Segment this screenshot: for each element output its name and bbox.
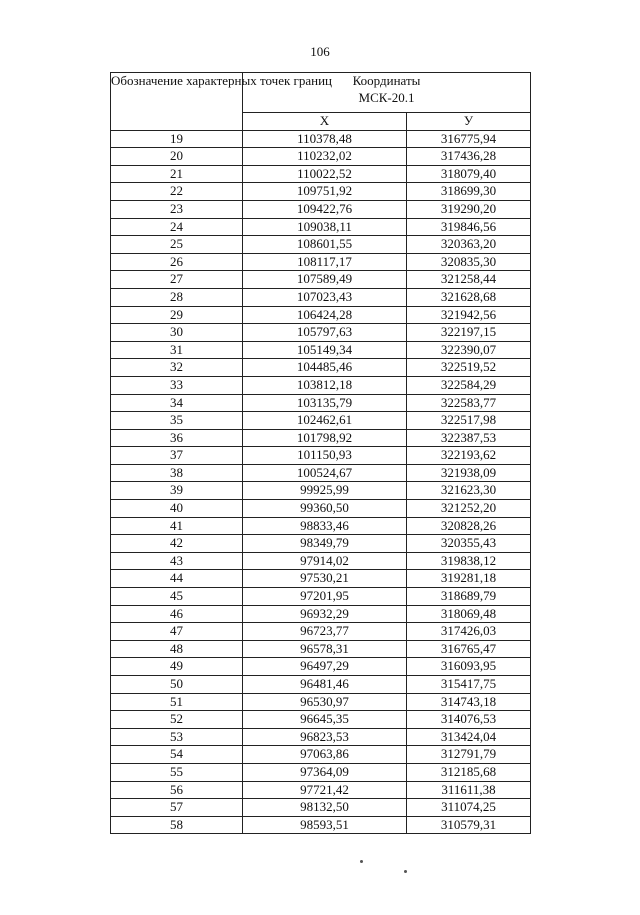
x-coordinate-cell: 100524,67	[243, 464, 407, 482]
x-coordinate-cell: 99925,99	[243, 482, 407, 500]
table-row	[111, 711, 531, 729]
point-number-cell: 33	[111, 376, 243, 394]
point-number-cell: 28	[111, 288, 243, 306]
table-row	[111, 236, 531, 254]
x-coordinate-cell: 98349,79	[243, 535, 407, 553]
y-coordinate-cell: 316093,95	[407, 658, 531, 676]
table-row	[111, 271, 531, 289]
table-row	[111, 183, 531, 201]
table-row	[111, 464, 531, 482]
scan-speck	[360, 860, 363, 863]
point-number-cell: 45	[111, 588, 243, 606]
point-number-cell: 24	[111, 218, 243, 236]
table-row	[111, 482, 531, 500]
x-coordinate-cell: 97063,86	[243, 746, 407, 764]
y-coordinate-cell: 311074,25	[407, 799, 531, 817]
table-row	[111, 447, 531, 465]
x-coordinate-cell: 96823,53	[243, 728, 407, 746]
table-row	[111, 781, 531, 799]
table-row	[111, 640, 531, 658]
y-coordinate-cell: 318689,79	[407, 588, 531, 606]
table-row	[111, 570, 531, 588]
y-coordinate-cell: 322387,53	[407, 429, 531, 447]
point-number-cell: 42	[111, 535, 243, 553]
y-coordinate-cell: 322390,07	[407, 341, 531, 359]
point-number-cell: 57	[111, 799, 243, 817]
x-coordinate-cell: 105149,34	[243, 341, 407, 359]
x-coordinate-cell: 98593,51	[243, 816, 407, 834]
x-coordinate-cell: 110232,02	[243, 148, 407, 166]
y-coordinate-cell: 321258,44	[407, 271, 531, 289]
y-coordinate-cell: 313424,04	[407, 728, 531, 746]
y-coordinate-cell: 314743,18	[407, 693, 531, 711]
point-number-cell: 47	[111, 623, 243, 641]
x-coordinate-cell: 108117,17	[243, 253, 407, 271]
table-row	[111, 253, 531, 271]
x-coordinate-cell: 104485,46	[243, 359, 407, 377]
y-coordinate-cell: 317426,03	[407, 623, 531, 641]
coordinates-table	[110, 72, 531, 834]
x-coordinate-cell: 101798,92	[243, 429, 407, 447]
x-coordinate-cell: 103812,18	[243, 376, 407, 394]
point-number-cell: 22	[111, 183, 243, 201]
page-number: 106	[310, 44, 330, 59]
point-number-cell: 53	[111, 728, 243, 746]
y-coordinate-cell: 320835,30	[407, 253, 531, 271]
y-coordinate-cell: 314076,53	[407, 711, 531, 729]
point-number-cell: 19	[111, 130, 243, 148]
table-row	[111, 218, 531, 236]
y-coordinate-cell: 316765,47	[407, 640, 531, 658]
point-number-cell: 56	[111, 781, 243, 799]
x-coordinate-cell: 103135,79	[243, 394, 407, 412]
table-row	[111, 763, 531, 781]
y-coordinate-cell: 322193,62	[407, 447, 531, 465]
table-row	[111, 552, 531, 570]
coords-label: Координаты	[352, 73, 421, 88]
y-coordinate-cell: 322584,29	[407, 376, 531, 394]
x-coordinate-cell: 97530,21	[243, 570, 407, 588]
y-coordinate-cell: 321628,68	[407, 288, 531, 306]
point-number-cell: 49	[111, 658, 243, 676]
y-coordinate-cell: 321938,09	[407, 464, 531, 482]
table-row	[111, 306, 531, 324]
x-coordinate-cell: 96497,29	[243, 658, 407, 676]
point-number-cell: 32	[111, 359, 243, 377]
table-row	[111, 148, 531, 166]
x-coordinate-cell: 107023,43	[243, 288, 407, 306]
y-coordinate-cell: 322519,52	[407, 359, 531, 377]
point-number-cell: 23	[111, 200, 243, 218]
point-number-cell: 44	[111, 570, 243, 588]
x-coordinate-cell: 96481,46	[243, 676, 407, 694]
scan-speck	[404, 870, 407, 873]
point-number-cell: 36	[111, 429, 243, 447]
x-coordinate-cell: 96578,31	[243, 640, 407, 658]
x-coordinate-cell: 105797,63	[243, 324, 407, 342]
point-number-cell: 40	[111, 500, 243, 518]
x-coordinate-cell: 108601,55	[243, 236, 407, 254]
y-coordinate-cell: 319838,12	[407, 552, 531, 570]
table-row	[111, 165, 531, 183]
table-row	[111, 130, 531, 148]
table-row	[111, 429, 531, 447]
point-number-cell: 25	[111, 236, 243, 254]
table-row	[111, 728, 531, 746]
table-row	[111, 376, 531, 394]
y-coordinate-cell: 315417,75	[407, 676, 531, 694]
table-row	[111, 816, 531, 834]
table-row	[111, 412, 531, 430]
point-number-cell: 51	[111, 693, 243, 711]
point-number-cell: 26	[111, 253, 243, 271]
table-row	[111, 500, 531, 518]
y-coordinate-cell: 316775,94	[407, 130, 531, 148]
table-row	[111, 588, 531, 606]
table-row	[111, 288, 531, 306]
x-coordinate-cell: 97201,95	[243, 588, 407, 606]
y-coordinate-cell: 320355,43	[407, 535, 531, 553]
y-coordinate-cell: 321252,20	[407, 500, 531, 518]
point-number-cell: 39	[111, 482, 243, 500]
x-coordinate-cell: 101150,93	[243, 447, 407, 465]
y-coordinate-cell: 319846,56	[407, 218, 531, 236]
table-row	[111, 394, 531, 412]
y-coordinate-cell: 318079,40	[407, 165, 531, 183]
point-number-cell: 21	[111, 165, 243, 183]
table-row	[111, 746, 531, 764]
table-row	[111, 693, 531, 711]
point-number-cell: 52	[111, 711, 243, 729]
table-row	[111, 623, 531, 641]
point-number-cell: 29	[111, 306, 243, 324]
point-number-cell: 58	[111, 816, 243, 834]
y-coordinate-cell: 311611,38	[407, 781, 531, 799]
x-coordinate-cell: 102462,61	[243, 412, 407, 430]
table-row	[111, 799, 531, 817]
point-number-cell: 37	[111, 447, 243, 465]
x-coordinate-cell: 98132,50	[243, 799, 407, 817]
y-coordinate-cell: 319281,18	[407, 570, 531, 588]
table-row	[111, 535, 531, 553]
y-coordinate-cell: 310579,31	[407, 816, 531, 834]
point-number-cell: 30	[111, 324, 243, 342]
table-row	[111, 517, 531, 535]
point-number-cell: 55	[111, 763, 243, 781]
point-number-cell: 50	[111, 676, 243, 694]
y-coordinate-cell: 317436,28	[407, 148, 531, 166]
x-coordinate-cell: 109038,11	[243, 218, 407, 236]
x-coordinate-cell: 96645,35	[243, 711, 407, 729]
x-coordinate-cell: 96932,29	[243, 605, 407, 623]
x-coordinate-cell: 96530,97	[243, 693, 407, 711]
point-number-cell: 31	[111, 341, 243, 359]
x-coordinate-cell: 107589,49	[243, 271, 407, 289]
y-column-header: У	[407, 113, 531, 131]
point-number-cell: 38	[111, 464, 243, 482]
table-row	[111, 605, 531, 623]
y-coordinate-cell: 322583,77	[407, 394, 531, 412]
table-header	[111, 73, 531, 131]
table-row	[111, 324, 531, 342]
point-number-cell: 43	[111, 552, 243, 570]
x-column-header: Х	[243, 113, 407, 131]
table-row	[111, 658, 531, 676]
y-coordinate-cell: 320828,26	[407, 517, 531, 535]
x-coordinate-cell: 109751,92	[243, 183, 407, 201]
point-number-cell: 41	[111, 517, 243, 535]
point-number-cell: 54	[111, 746, 243, 764]
x-coordinate-cell: 106424,28	[243, 306, 407, 324]
y-coordinate-cell: 319290,20	[407, 200, 531, 218]
point-number-cell: 48	[111, 640, 243, 658]
table-row	[111, 359, 531, 377]
point-label-header: Обозначение характерных точек границ	[111, 73, 243, 131]
point-number-cell: 34	[111, 394, 243, 412]
y-coordinate-cell: 322517,98	[407, 412, 531, 430]
x-coordinate-cell: 110378,48	[243, 130, 407, 148]
x-coordinate-cell: 97914,02	[243, 552, 407, 570]
y-coordinate-cell: 320363,20	[407, 236, 531, 254]
table-row	[111, 200, 531, 218]
y-coordinate-cell: 318699,30	[407, 183, 531, 201]
point-number-cell: 46	[111, 605, 243, 623]
table-body	[111, 130, 531, 834]
y-coordinate-cell: 322197,15	[407, 324, 531, 342]
y-coordinate-cell: 312791,79	[407, 746, 531, 764]
table-row	[111, 341, 531, 359]
y-coordinate-cell: 312185,68	[407, 763, 531, 781]
x-coordinate-cell: 99360,50	[243, 500, 407, 518]
x-coordinate-cell: 98833,46	[243, 517, 407, 535]
y-coordinate-cell: 318069,48	[407, 605, 531, 623]
y-coordinate-cell: 321623,30	[407, 482, 531, 500]
x-coordinate-cell: 97364,09	[243, 763, 407, 781]
point-number-cell: 20	[111, 148, 243, 166]
x-coordinate-cell: 109422,76	[243, 200, 407, 218]
x-coordinate-cell: 110022,52	[243, 165, 407, 183]
system-label: МСК-20.1	[358, 89, 415, 105]
point-number-cell: 27	[111, 271, 243, 289]
point-number-cell: 35	[111, 412, 243, 430]
y-coordinate-cell: 321942,56	[407, 306, 531, 324]
table-row	[111, 676, 531, 694]
x-coordinate-cell: 97721,42	[243, 781, 407, 799]
x-coordinate-cell: 96723,77	[243, 623, 407, 641]
